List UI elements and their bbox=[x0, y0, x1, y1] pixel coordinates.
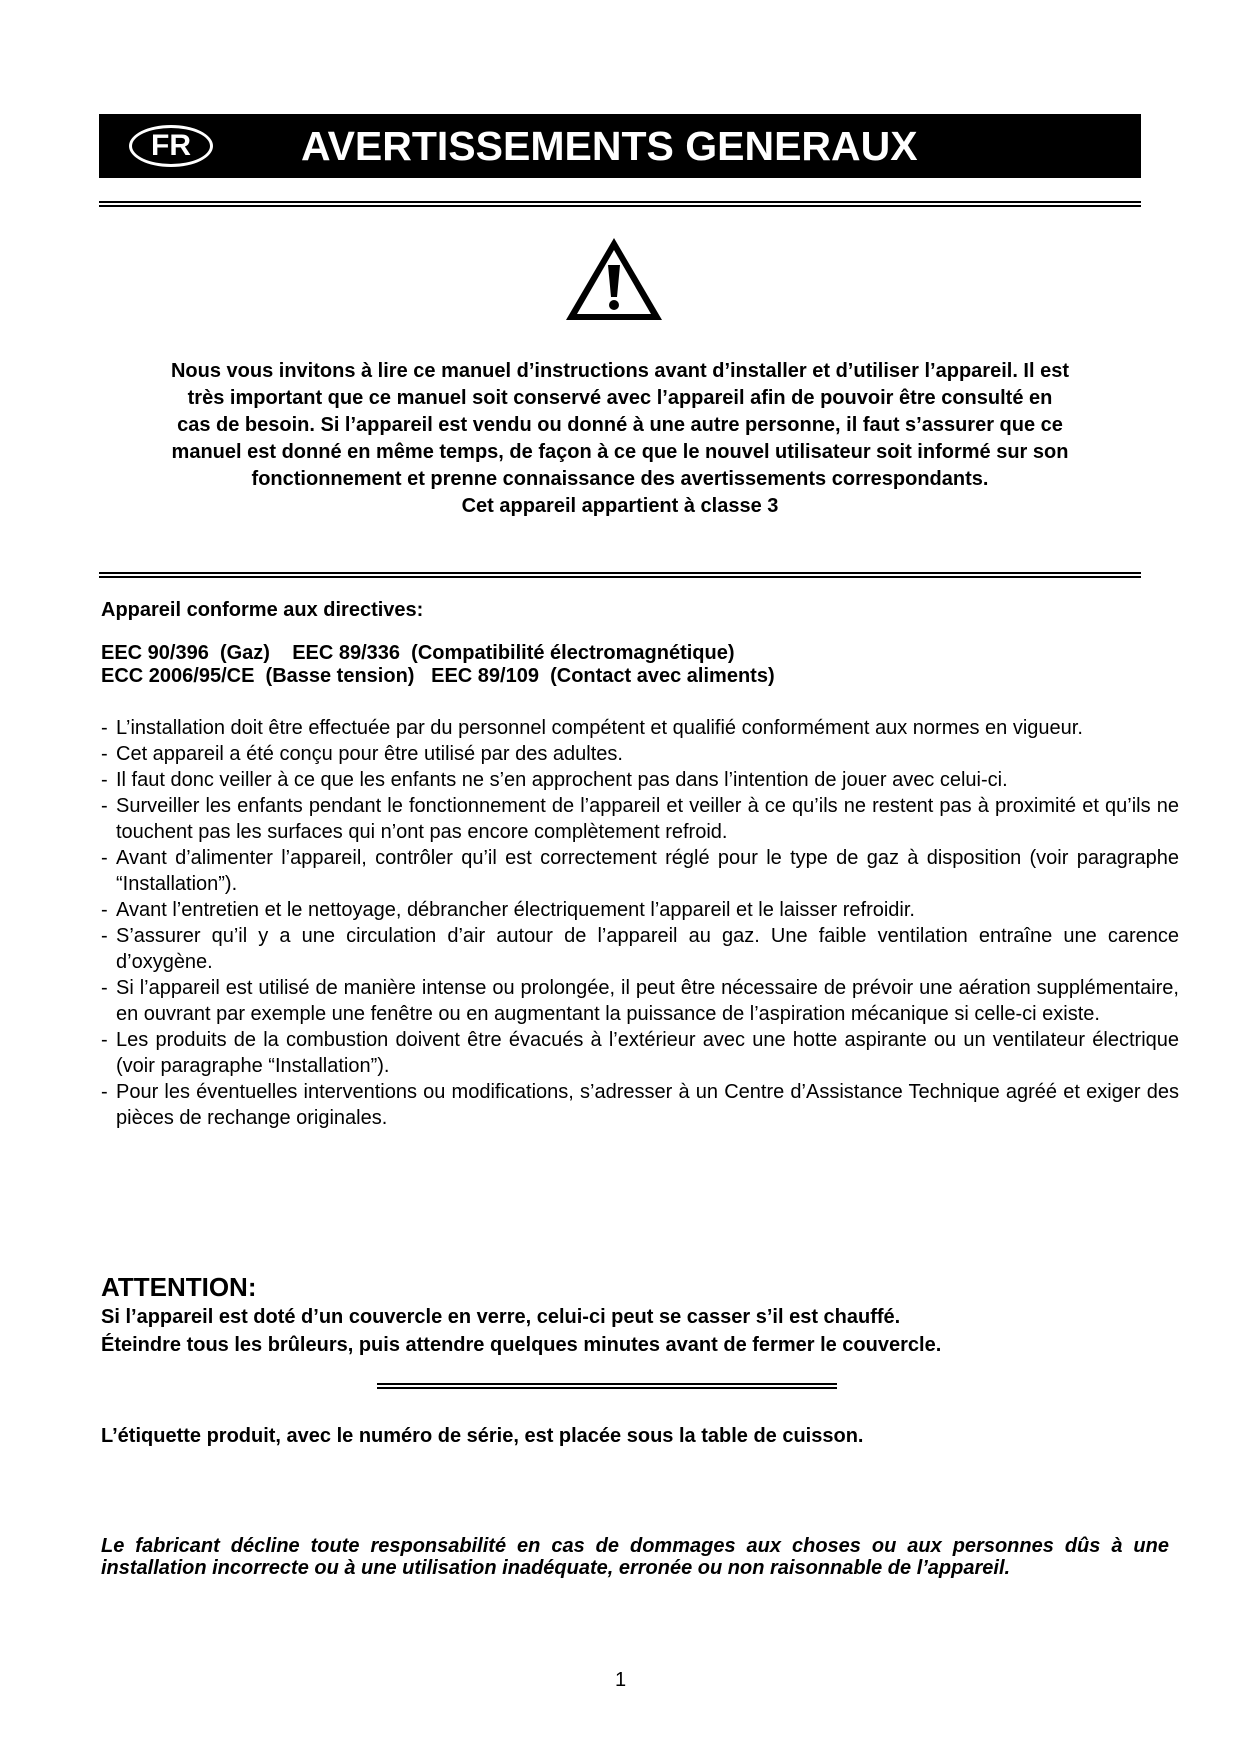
page-number: 1 bbox=[614, 1669, 627, 1691]
warning-item: - L’installation doit être effectuée par du personnel compétent et qualifié conformément aux normes en vigueur. bbox=[101, 715, 1179, 741]
divider-middle bbox=[99, 572, 1141, 578]
page-title: AVERTISSEMENTS GENERAUX bbox=[301, 123, 918, 169]
general-warnings-list bbox=[101, 715, 1179, 1131]
intro-line: Nous vous invitons à lire ce manuel d’instructions avant d’installer et d’utiliser l’appareil. Il est bbox=[170, 360, 1070, 382]
product-label-note: L’étiquette produit, avec le numéro de série, est placée sous la table de cuisson. bbox=[101, 1425, 864, 1447]
manufacturer-disclaimer: Le fabricant décline toute responsabilité en cas de dommages aux choses ou aux personnes dûs à une installation incorrecte ou à une utilisation inadéquate, erronée ou non raisonnable de l’appareil. bbox=[101, 1535, 1169, 1579]
language-badge bbox=[129, 125, 213, 167]
attention-line: Si l’appareil est doté d’un couvercle en verre, celui-ci peut se casser s’il est chauffé. bbox=[101, 1306, 901, 1328]
attention-text bbox=[101, 1303, 941, 1359]
header-bar bbox=[99, 114, 1141, 178]
intro-line: très important que ce manuel soit conservé avec l’appareil afin de pouvoir être consulté en bbox=[187, 387, 1053, 409]
directives-list bbox=[101, 642, 775, 688]
warning-item: - Les produits de la combustion doivent être évacués à l’extérieur avec une hotte aspirante ou un ventilateur électrique (voir paragraphe “Installation”). bbox=[101, 1027, 1179, 1079]
directive-line: EEC 90/396 (Gaz) EEC 89/336 (Compatibilité électromagnétique) bbox=[101, 642, 735, 664]
warning-triangle-icon bbox=[563, 235, 665, 323]
appliance-class-line: Cet appareil appartient à classe 3 bbox=[461, 495, 779, 517]
attention-line: Éteindre tous les brûleurs, puis attendre quelques minutes avant de fermer le couvercle. bbox=[101, 1334, 942, 1356]
warning-item: - S’assurer qu’il y a une circulation d’air autour de l’appareil au gaz. Une faible ventilation entraîne une carence d’oxygène. bbox=[101, 923, 1179, 975]
divider-top bbox=[99, 201, 1141, 207]
warning-item: - Si l’appareil est utilisé de manière intense ou prolongée, il peut être nécessaire de prévoir une aération supplémentaire, en ouvrant par exemple une fenêtre ou en augmentant la puissance de l’aspiration mécanique si celle-ci existe. bbox=[101, 975, 1179, 1027]
warning-item: - Surveiller les enfants pendant le fonctionnement de l’appareil et veiller à ce qu’ils ne restent pas à proximité et qu’ils ne touchent pas les surfaces qui n’ont pas encore complètement refroid. bbox=[101, 793, 1179, 845]
warning-item: - Pour les éventuelles interventions ou modifications, s’adresser à un Centre d’Assistance Technique agréé et exiger des pièces de rechange originales. bbox=[101, 1079, 1179, 1131]
warning-item: - Avant d’alimenter l’appareil, contrôler qu’il est correctement réglé pour le type de gaz à disposition (voir paragraphe “Installation”). bbox=[101, 845, 1179, 897]
intro-line: fonctionnement et prenne connaissance des avertissements correspondants. bbox=[251, 468, 989, 490]
warning-item: - Avant l’entretien et le nettoyage, débrancher électriquement l’appareil et le laisser refroidir. bbox=[101, 897, 1179, 923]
divider-short bbox=[377, 1383, 837, 1389]
warning-item: - Cet appareil a été conçu pour être utilisé par des adultes. bbox=[101, 741, 1179, 767]
language-badge-label: FR bbox=[151, 129, 191, 162]
attention-heading: ATTENTION: bbox=[101, 1272, 257, 1302]
directive-line: ECC 2006/95/CE (Basse tension) EEC 89/109 (Contact avec aliments) bbox=[101, 665, 775, 687]
intro-paragraph bbox=[99, 358, 1141, 520]
intro-line: cas de besoin. Si l’appareil est vendu ou donné à une autre personne, il faut s’assurer que ce bbox=[177, 414, 1063, 436]
intro-line: manuel est donné en même temps, de façon à ce que le nouvel utilisateur soit informé sur son bbox=[171, 441, 1069, 463]
warning-item: - Il faut donc veiller à ce que les enfants ne s’en approchent pas dans l’intention de jouer avec celui-ci. bbox=[101, 767, 1179, 793]
directives-heading: Appareil conforme aux directives: bbox=[101, 599, 424, 621]
